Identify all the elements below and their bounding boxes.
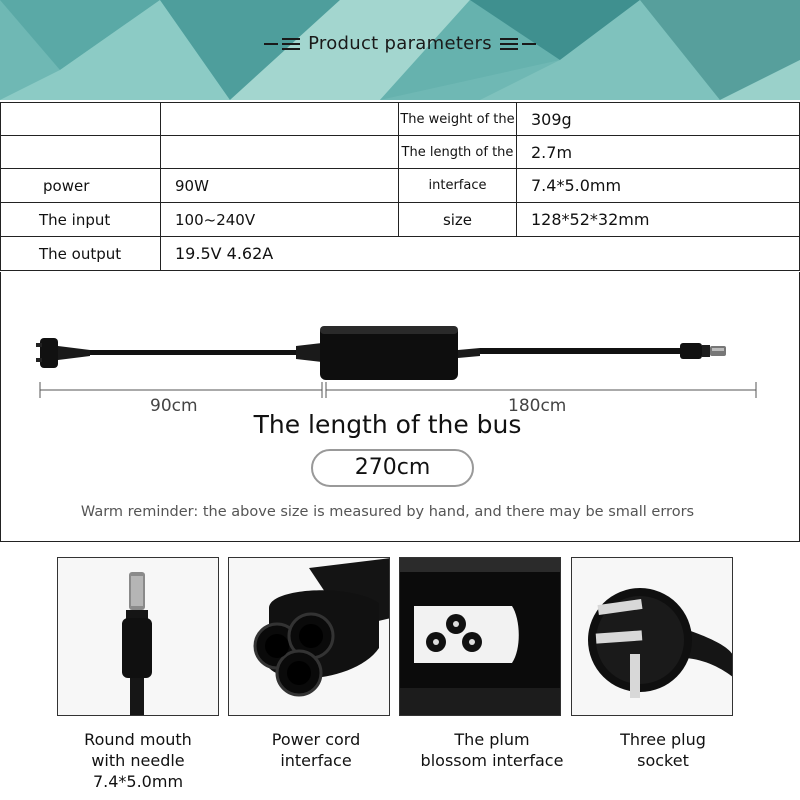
ac-cable xyxy=(90,350,300,355)
param-value-length: 2.7m xyxy=(517,136,800,169)
param-value-interface: 7.4*5.0mm xyxy=(517,169,800,203)
connector-card-round xyxy=(57,557,219,716)
cloverleaf-connector-icon xyxy=(229,558,390,716)
table-row xyxy=(1,203,800,237)
connector-caption-three-plug: Three plug socket xyxy=(620,730,706,770)
dc-cable xyxy=(480,348,680,354)
connector-card-power-cord xyxy=(228,557,390,716)
right-length-label: 180cm xyxy=(508,396,567,416)
param-label-length: The length of the xyxy=(399,136,517,169)
param-label xyxy=(1,103,161,136)
right-bars-icon xyxy=(498,37,536,51)
c6-socket-icon xyxy=(400,558,561,716)
param-label-output: The output xyxy=(1,237,161,271)
table-row xyxy=(1,103,800,136)
param-label-power: power xyxy=(1,169,161,203)
dc-plug-icon xyxy=(680,343,702,359)
connector-card-plum-blossom xyxy=(399,557,561,716)
parameter-table xyxy=(0,102,800,271)
connector-caption-plum-blossom: The plum blossom interface xyxy=(420,730,564,770)
header-banner xyxy=(0,0,800,100)
adapter-brick-icon xyxy=(320,326,458,380)
connector-caption-power-cord: Power cord interface xyxy=(271,730,361,770)
param-label xyxy=(1,136,161,169)
param-value-output: 19.5V 4.62A xyxy=(161,237,800,271)
table-row xyxy=(1,136,800,169)
left-length-label: 90cm xyxy=(150,396,198,416)
connector-caption-round: Round mouth with needle 7.4*5.0mm xyxy=(84,730,192,791)
round-dc-plug-icon xyxy=(58,558,219,716)
param-value xyxy=(161,136,399,169)
table-row xyxy=(1,237,800,271)
warm-reminder: Warm reminder: the above size is measured by hand, and there may be small errors xyxy=(80,504,695,520)
param-value xyxy=(161,103,399,136)
page-title: Product parameters xyxy=(308,33,492,54)
param-label-size: size xyxy=(399,203,517,237)
left-bars-icon xyxy=(264,37,302,51)
param-value-weight: 309g xyxy=(517,103,800,136)
banner-title xyxy=(0,33,800,54)
param-label-weight: The weight of the xyxy=(399,103,517,136)
param-value-input: 100~240V xyxy=(161,203,399,237)
table-row xyxy=(1,169,800,203)
param-label-input: The input xyxy=(1,203,161,237)
param-value-power: 90W xyxy=(161,169,399,203)
three-pin-plug-icon xyxy=(572,558,733,716)
bus-length-badge: 270cm xyxy=(311,449,474,487)
connector-card-three-plug xyxy=(571,557,733,716)
param-label-interface: interface xyxy=(399,169,517,203)
param-value-size: 128*52*32mm xyxy=(517,203,800,237)
bus-title: The length of the bus xyxy=(253,410,522,439)
ac-plug-icon xyxy=(40,338,58,368)
